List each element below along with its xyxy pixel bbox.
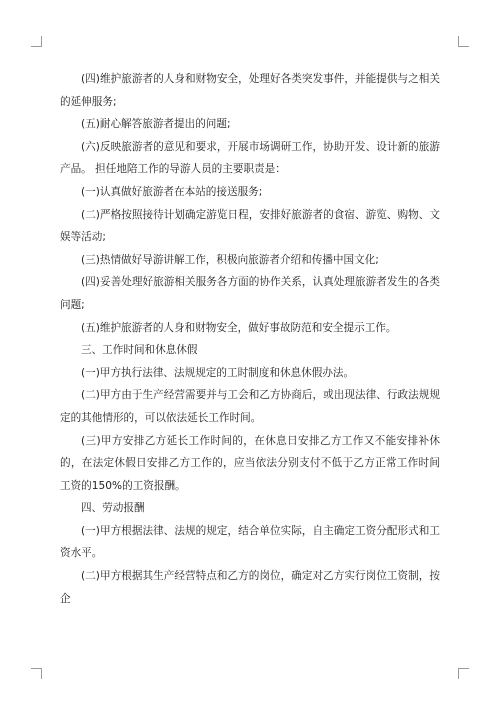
paragraph: (四)妥善处理好旅游相关服务各方面的协作关系，认真处理旅游者发生的各类问题; (60, 276, 440, 311)
crop-mark-bottom-left (31, 668, 42, 679)
paragraph: (六)反映旅游者的意见和要求，开展市场调研工作，协助开发、设计新的旅游产品。 担任地陪工作的导游人员的主要职责是： (60, 140, 440, 176)
paragraph: (一)甲方根据法律、法规的规定，结合单位实际，自主确定工资分配形式和工资水平。 (60, 524, 440, 560)
document-body (60, 68, 440, 610)
paragraph: (三)甲方安排乙方延长工作时间的，在休息日安排乙方工作又不能安排补休的，在法定休假日安排乙方工作的，应当依法分别支付不低于乙方正常工作时间工资的150%的工资报酬。 (60, 434, 440, 492)
paragraph: (五)维护旅游者的人身和财物安全，做好事故防范和安全提示工作。 (81, 321, 397, 334)
paragraph: (五)耐心解答旅游者提出的问题; (81, 118, 231, 131)
crop-mark-top-left (31, 36, 42, 47)
paragraph: (一)甲方执行法律、法规规定的工时制度和休息休假办法。 (81, 366, 355, 379)
paragraph: (二)甲方由于生产经营需要并与工会和乙方协商后，或出现法律、行政法规规定的其他情形的，可以依法延长工作时间。 (60, 389, 440, 424)
paragraph: (四)维护旅游者的人身和财物安全，处理好各类突发事件，并能提供与之相关的延伸服务; (60, 73, 440, 108)
paragraph: (二)严格按照接待计划确定游览日程，安排好旅游者的食宿、游览、购物、文娱等活动; (60, 208, 440, 244)
paragraph: (三)热情做好导游讲解工作，积极向旅游者介绍和传播中国文化; (81, 253, 379, 266)
crop-mark-top-right (458, 36, 469, 47)
section-heading: 四、劳动报酬 (81, 502, 145, 515)
paragraph: (二)甲方根据其生产经营特点和乙方的岗位，确定对乙方实行岗位工资制，按企 (60, 570, 440, 605)
crop-mark-bottom-right (458, 668, 469, 679)
section-heading: 三、工作时间和休息休假 (81, 344, 198, 357)
paragraph: (一)认真做好旅游者在本站的接送服务; (81, 185, 263, 198)
